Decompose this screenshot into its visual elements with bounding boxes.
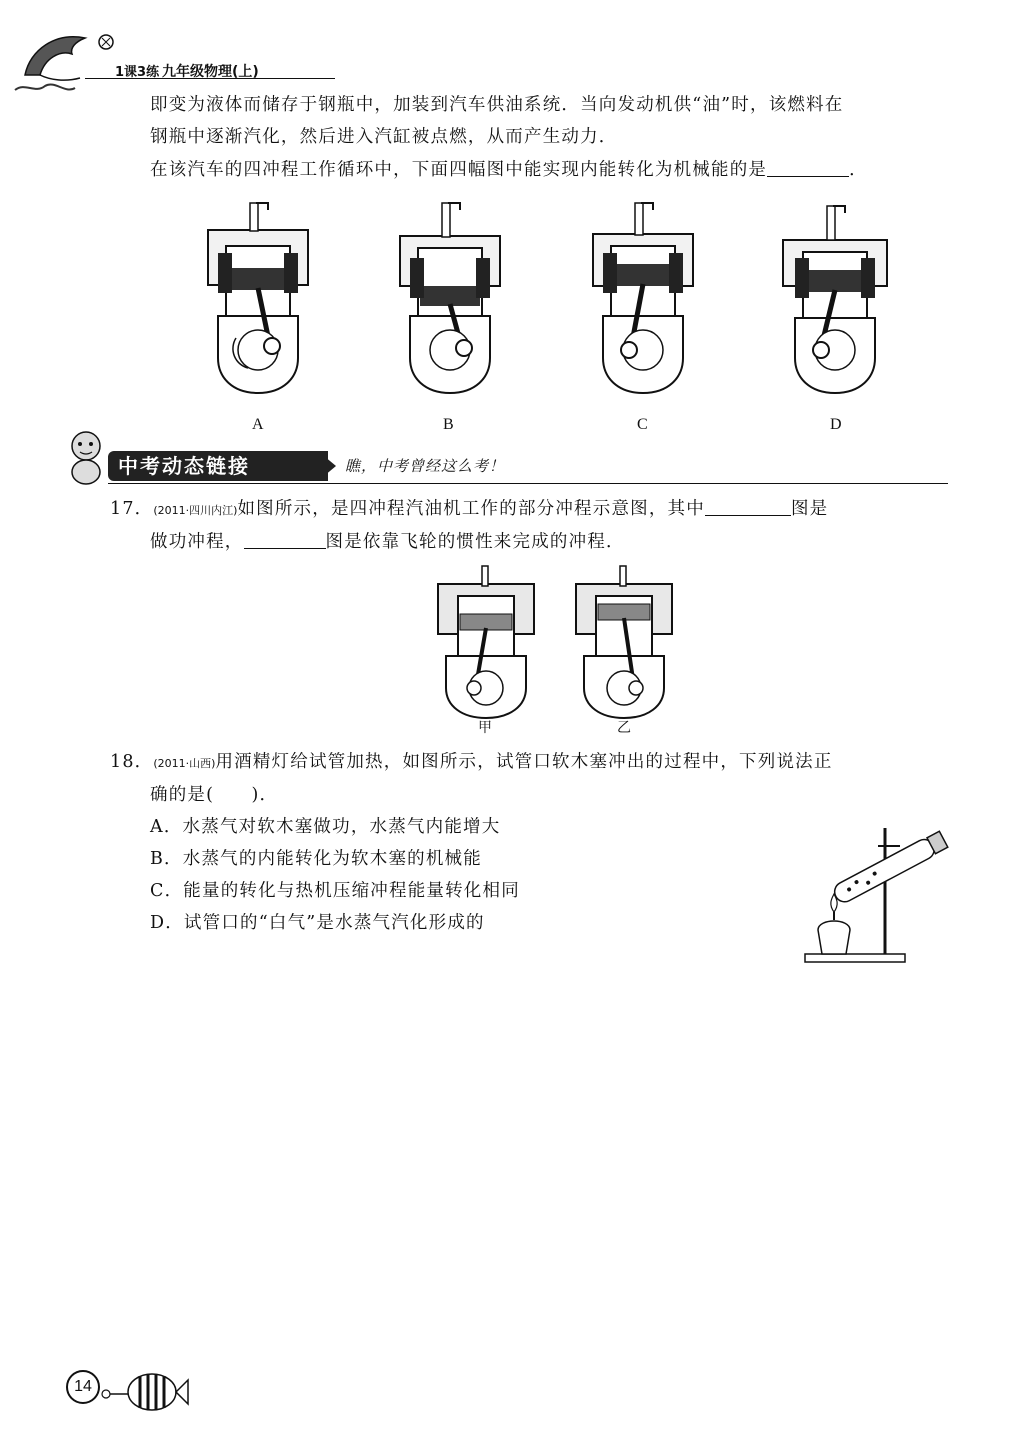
banner-arrow [318,451,336,481]
engine-diagram-b [390,198,510,413]
q18-line-2: 确的是( )． [150,785,279,805]
answer-blank [767,158,849,177]
q17-text-a: 如图所示，是四冲程汽油机工作的部分冲程示意图，其中 [237,499,705,519]
section-banner: 中考动态链接 [108,451,328,481]
q18-line-1 [110,750,833,776]
q17-blank-2 [244,530,326,549]
q18-number: 18． [110,752,154,772]
engine-label-c: C [637,416,648,433]
page-number: 14 [66,1370,100,1404]
engine-label-a: A [252,416,264,433]
engine-diagram-a [198,198,318,413]
q17-text-b: 图是 [790,499,829,519]
fish-decoration-icon [100,1368,190,1413]
q17-line-1 [110,497,828,523]
banner-underline [108,483,948,484]
q17-number: 17． [110,499,154,519]
q18-option-a: A．水蒸气对软木塞做功，水蒸气内能增大 [150,817,501,837]
q17-source: (2011·四川内江) [153,504,238,517]
q18-source: (2011·山西) [153,757,216,770]
fig-label-yi: 乙 [617,721,631,736]
intro-question-text: 在该汽车的四冲程工作循环中，下面四幅图中能实现内能转化为机械能的是 [150,160,768,180]
test-tube-apparatus-diagram [800,808,960,966]
q17-blank-1 [705,497,791,516]
engine-diagram-yi [568,562,680,722]
q17-text-c: 做功冲程， [150,532,244,552]
q18-option-c: C．能量的转化与热机压缩冲程能量转化相同 [150,881,520,901]
engine-label-d: D [830,416,842,433]
q18-option-b: B．水蒸气的内能转化为软木塞的机械能 [150,849,482,869]
engine-diagram-jia [430,562,542,722]
q18-option-d: D．试管口的“白气”是水蒸气汽化形成的 [150,913,485,933]
dolphin-logo-icon [10,20,115,100]
fig-label-jia: 甲 [478,721,492,736]
monkey-mascot-icon [58,428,113,488]
engine-diagram-d [775,198,895,413]
engine-label-b: B [443,416,454,433]
intro-line-3 [150,158,868,182]
series-title: 1课3练 [115,65,160,80]
q17-text-d: 图是依靠飞轮的惯性来完成的冲程． [325,532,625,552]
q17-line-2 [150,530,625,554]
engine-diagram-c [583,198,703,413]
intro-line-1: 即变为液体而储存于钢瓶中，加装到汽车供油系统．当向发动机供“油”时，该燃料在 [150,95,844,115]
q18-text-a: 用酒精灯给试管加热，如图所示，试管口软木塞冲出的过程中，下列说法正 [215,752,833,772]
intro-line-2: 钢瓶中逐渐汽化，然后进入汽缸被点燃，从而产生动力． [150,127,618,147]
section-subtitle: 瞧，中考曾经这么考！ [345,457,506,475]
intro-question-end: ． [849,160,868,180]
course-title: 九年级物理(上) [162,64,259,80]
